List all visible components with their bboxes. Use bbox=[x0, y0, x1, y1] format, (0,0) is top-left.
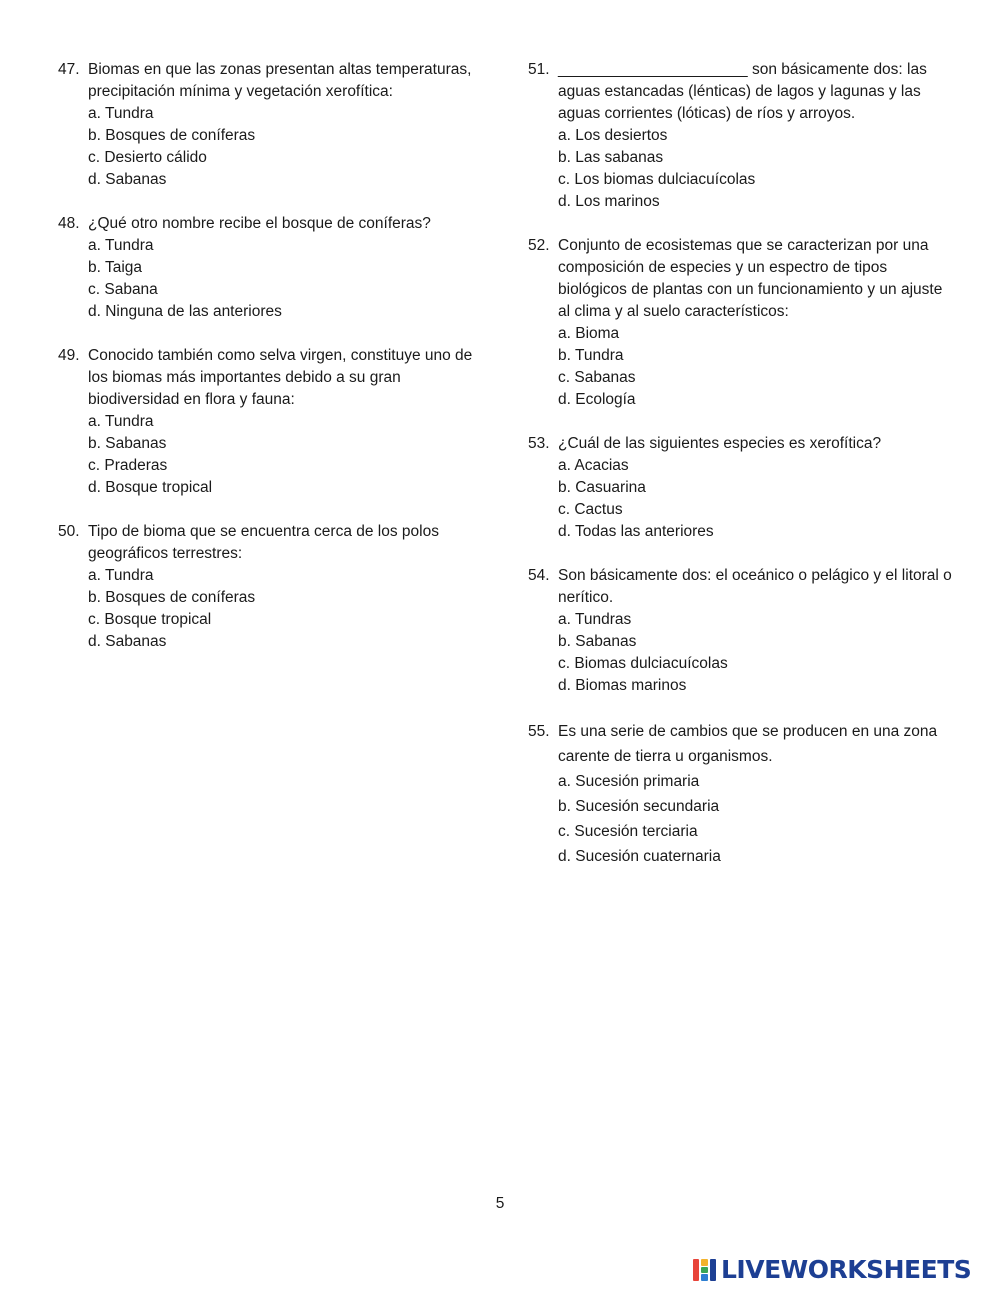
question-54 bbox=[528, 565, 958, 697]
question-number: 50. bbox=[58, 523, 80, 540]
option-c[interactable]: c. Los biomas dulciacuícolas bbox=[558, 171, 756, 188]
question-text: Tipo de bioma que se encuentra cerca de los polos geográficos terrestres: bbox=[88, 523, 439, 562]
question-text: ¿Cuál de las siguientes especies es xerofítica? bbox=[558, 435, 882, 452]
option-c[interactable]: c. Biomas dulciacuícolas bbox=[558, 655, 728, 672]
option-a[interactable]: a. Tundra bbox=[88, 413, 154, 430]
question-49 bbox=[58, 345, 478, 499]
option-b[interactable]: b. Taiga bbox=[88, 259, 143, 276]
question-48 bbox=[58, 213, 478, 323]
option-c[interactable]: c. Cactus bbox=[558, 501, 623, 518]
option-d[interactable]: d. Sabanas bbox=[88, 633, 167, 650]
option-c[interactable]: c. Sucesión terciaria bbox=[558, 823, 698, 840]
left-column bbox=[58, 59, 478, 675]
question-number: 53. bbox=[528, 435, 550, 452]
page-number: 5 bbox=[495, 1195, 505, 1212]
option-d[interactable]: d. Ninguna de las anteriores bbox=[88, 303, 282, 320]
question-number: 49. bbox=[58, 347, 80, 364]
option-a[interactable]: a. Sucesión primaria bbox=[558, 773, 700, 790]
option-a[interactable]: a. Tundra bbox=[88, 567, 154, 584]
question-number: 51. bbox=[528, 61, 550, 78]
option-c[interactable]: c. Desierto cálido bbox=[88, 149, 207, 166]
question-text: Son básicamente dos: el oceánico o pelágico y el litoral o nerítico. bbox=[558, 567, 952, 606]
right-column bbox=[528, 59, 958, 891]
option-b[interactable]: b. Sabanas bbox=[88, 435, 167, 452]
brand-name: LIVEWORKSHEETS bbox=[721, 1255, 972, 1284]
question-53 bbox=[528, 433, 958, 543]
question-number: 47. bbox=[58, 61, 80, 78]
option-d[interactable]: d. Todas las anteriores bbox=[558, 523, 714, 540]
question-text: Biomas en que las zonas presentan altas temperaturas, precipitación mínima y vegetación xerofítica: bbox=[88, 61, 472, 100]
option-d[interactable]: d. Sabanas bbox=[88, 171, 167, 188]
option-a[interactable]: a. Tundra bbox=[88, 237, 154, 254]
option-c[interactable]: c. Sabanas bbox=[558, 369, 636, 386]
option-d[interactable]: d. Ecología bbox=[558, 391, 636, 408]
option-a[interactable]: a. Acacias bbox=[558, 457, 629, 474]
question-number: 55. bbox=[528, 723, 550, 740]
liveworksheets-brand bbox=[692, 1255, 971, 1285]
option-d[interactable]: d. Sucesión cuaternaria bbox=[558, 848, 721, 865]
question-55 bbox=[528, 719, 958, 869]
question-52 bbox=[528, 235, 958, 411]
question-47 bbox=[58, 59, 478, 191]
option-b[interactable]: b. Bosques de coníferas bbox=[88, 127, 256, 144]
option-d[interactable]: d. Bosque tropical bbox=[88, 479, 213, 496]
option-c[interactable]: c. Sabana bbox=[88, 281, 158, 298]
question-number: 54. bbox=[528, 567, 550, 584]
question-text: ______________________ son básicamente dos: las aguas estancadas (lénticas) de lagos y lagunas y las aguas corrientes (lóticas) de ríos y arroyos. bbox=[558, 61, 927, 122]
question-50 bbox=[58, 521, 478, 653]
option-b[interactable]: b. Sucesión secundaria bbox=[558, 798, 720, 815]
option-a[interactable]: a. Los desiertos bbox=[558, 127, 668, 144]
option-c[interactable]: c. Bosque tropical bbox=[88, 611, 212, 628]
option-b[interactable]: b. Las sabanas bbox=[558, 149, 664, 166]
question-text: ¿Qué otro nombre recibe el bosque de coníferas? bbox=[88, 215, 431, 232]
question-text: Conjunto de ecosistemas que se caracterizan por una composición de especies y un espectro de tipos biológicos de plantas con un funcionamiento y un ajuste al clima y al suelo característicos: bbox=[558, 237, 943, 320]
option-d[interactable]: d. Biomas marinos bbox=[558, 677, 687, 694]
question-text: Es una serie de cambios que se producen en una zona carente de tierra u organismos. bbox=[558, 723, 938, 765]
question-number: 48. bbox=[58, 215, 80, 232]
option-a[interactable]: a. Tundra bbox=[88, 105, 154, 122]
option-b[interactable]: b. Sabanas bbox=[558, 633, 637, 650]
option-b[interactable]: b. Bosques de coníferas bbox=[88, 589, 256, 606]
option-c[interactable]: c. Praderas bbox=[88, 457, 168, 474]
option-b[interactable]: b. Tundra bbox=[558, 347, 624, 364]
option-b[interactable]: b. Casuarina bbox=[558, 479, 646, 496]
question-text: Conocido también como selva virgen, constituye uno de los biomas más importantes debido a su gran biodiversidad en flora y fauna: bbox=[88, 347, 473, 408]
liveworksheets-logo-icon bbox=[692, 1257, 718, 1283]
option-d[interactable]: d. Los marinos bbox=[558, 193, 660, 210]
question-51 bbox=[528, 59, 958, 213]
question-number: 52. bbox=[528, 237, 550, 254]
option-a[interactable]: a. Tundras bbox=[558, 611, 632, 628]
option-a[interactable]: a. Bioma bbox=[558, 325, 620, 342]
